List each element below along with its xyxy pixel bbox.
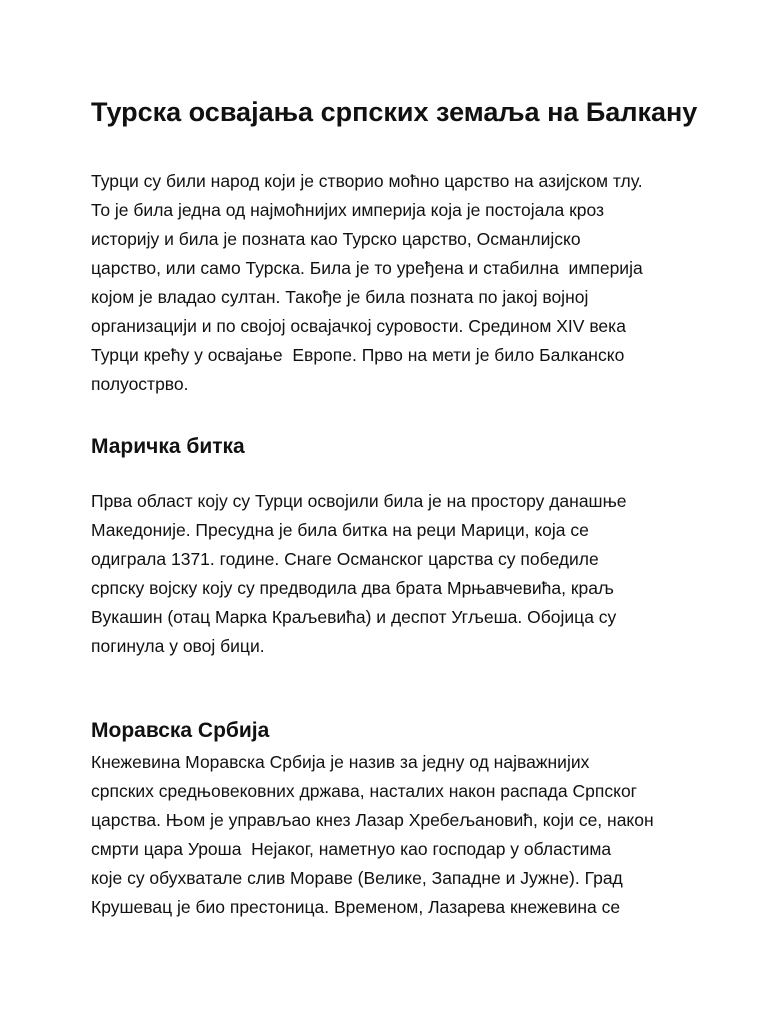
paragraph-line: смрти цара Уроша Нејаког, наметнуо као господар у областима bbox=[91, 839, 612, 859]
section-heading-maricka: Маричка битка bbox=[91, 435, 245, 458]
intro-paragraph bbox=[91, 167, 711, 399]
paragraph-line: Крушевац је био престоница. Временом, Лазарева кнежевина се bbox=[91, 897, 621, 917]
paragraph-line: царства. Њом је управљао кнез Лазар Хребељановић, који се, након bbox=[91, 810, 654, 830]
paragraph-line: Прва област коју су Турци освојили била је на простору данашње bbox=[91, 491, 627, 511]
paragraph-line: српских средњовековних држава, насталих након распада Српског bbox=[91, 781, 638, 801]
paragraph-line: Вукашин (отац Марка Краљевића) и деспот Угљеша. Обојица су bbox=[91, 607, 617, 627]
section-paragraph-moravska bbox=[91, 748, 711, 922]
paragraph-line: Кнежевина Моравска Србија је назив за једну од најважнијих bbox=[91, 752, 590, 772]
intro-line: царство, или само Турска. Била је то уређена и стабилна империја bbox=[91, 258, 643, 278]
paragraph-line: одиграла 1371. године. Снаге Османског царства су победиле bbox=[91, 549, 599, 569]
section-paragraph-maricka bbox=[91, 487, 711, 661]
intro-line: организацији и по својој освајачкој суровости. Средином XIV века bbox=[91, 316, 626, 336]
intro-line: којом је владао султан. Такође је била позната по јакој војној bbox=[91, 287, 589, 307]
intro-line: историју и била је позната као Турско царство, Османлијско bbox=[91, 229, 581, 249]
document-body bbox=[91, 92, 711, 922]
paragraph-line: Македоније. Пресудна је била битка на реци Марици, која се bbox=[91, 520, 589, 540]
paragraph-line: које су обухватале слив Мораве (Велике, Западне и Јужне). Град bbox=[91, 868, 623, 888]
section-heading-moravska: Моравска Србија bbox=[91, 719, 270, 742]
intro-line: полуострво. bbox=[91, 374, 189, 394]
paragraph-line: српску војску коју су предводила два брата Мрњавчевића, краљ bbox=[91, 578, 614, 598]
intro-line: То је била једна од најмоћнијих империја која је постојала кроз bbox=[91, 200, 605, 220]
document-title: Турска освајања српских земаља на Балкану bbox=[91, 97, 698, 127]
intro-line: Турци су били народ који је створио моћно царство на азијском тлу. bbox=[91, 171, 643, 191]
paragraph-line: погинула у овој бици. bbox=[91, 636, 265, 656]
intro-line: Турци крећу у освајање Европе. Прво на мети је било Балканско bbox=[91, 345, 625, 365]
